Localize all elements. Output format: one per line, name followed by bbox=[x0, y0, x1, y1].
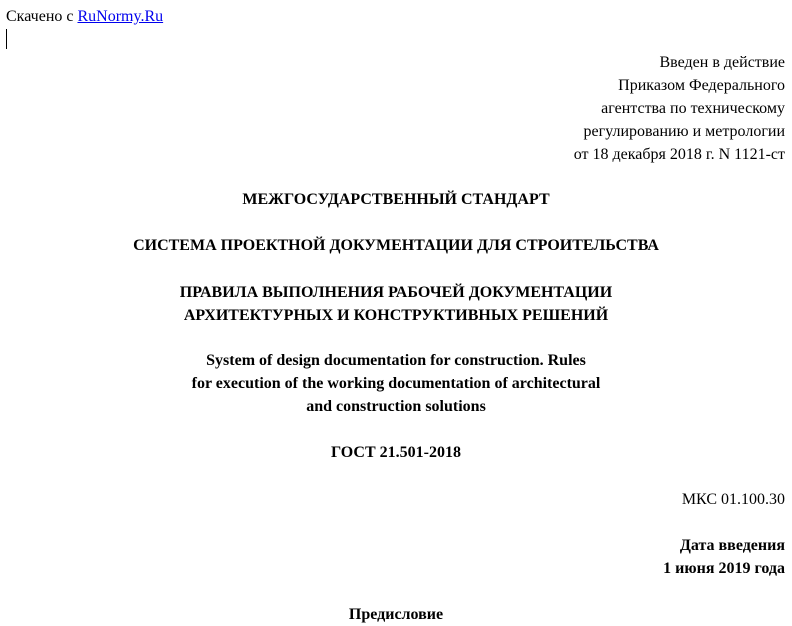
english-title-line: and construction solutions bbox=[306, 398, 486, 415]
intro-date-label: Дата введения bbox=[679, 537, 785, 554]
document-title bbox=[0, 281, 792, 327]
english-title-line: for execution of the working documentation of architectural bbox=[191, 375, 601, 392]
english-title bbox=[0, 349, 792, 418]
approval-line: регулированию и метрологии bbox=[583, 123, 785, 140]
intro-date-block bbox=[663, 534, 785, 580]
source-link[interactable]: RuNormy.Ru bbox=[77, 8, 164, 25]
mks-code: МКС 01.100.30 bbox=[681, 491, 785, 508]
standard-type-text: МЕЖГОСУДАРСТВЕННЫЙ СТАНДАРТ bbox=[242, 191, 550, 208]
approval-line: Приказом Федерального bbox=[618, 77, 785, 94]
approval-line: от 18 декабря 2018 г. N 1121-ст bbox=[573, 146, 785, 163]
gost-number-text: ГОСТ 21.501-2018 bbox=[331, 444, 461, 461]
source-line bbox=[6, 5, 163, 28]
intro-date-value: 1 июня 2019 года bbox=[663, 560, 785, 577]
text-cursor bbox=[6, 29, 7, 49]
standard-type-heading bbox=[0, 188, 792, 211]
system-heading bbox=[0, 234, 792, 257]
source-prefix: Скачено с bbox=[6, 8, 78, 25]
approval-line: агентства по техническому bbox=[601, 100, 785, 117]
document-title-line: АРХИТЕКТУРНЫХ И КОНСТРУКТИВНЫХ РЕШЕНИЙ bbox=[183, 307, 609, 324]
approval-line: Введен в действие bbox=[659, 54, 785, 71]
gost-number bbox=[0, 441, 792, 464]
foreword-heading bbox=[0, 603, 792, 626]
approval-block bbox=[574, 51, 785, 166]
english-title-line: System of design documentation for construction. Rules bbox=[206, 352, 586, 369]
document-title-line: ПРАВИЛА ВЫПОЛНЕНИЯ РАБОЧЕЙ ДОКУМЕНТАЦИИ bbox=[179, 284, 613, 301]
foreword-text: Предисловие bbox=[348, 606, 444, 623]
system-text: СИСТЕМА ПРОЕКТНОЙ ДОКУМЕНТАЦИИ ДЛЯ СТРОИТЕЛЬСТВА bbox=[133, 237, 659, 254]
